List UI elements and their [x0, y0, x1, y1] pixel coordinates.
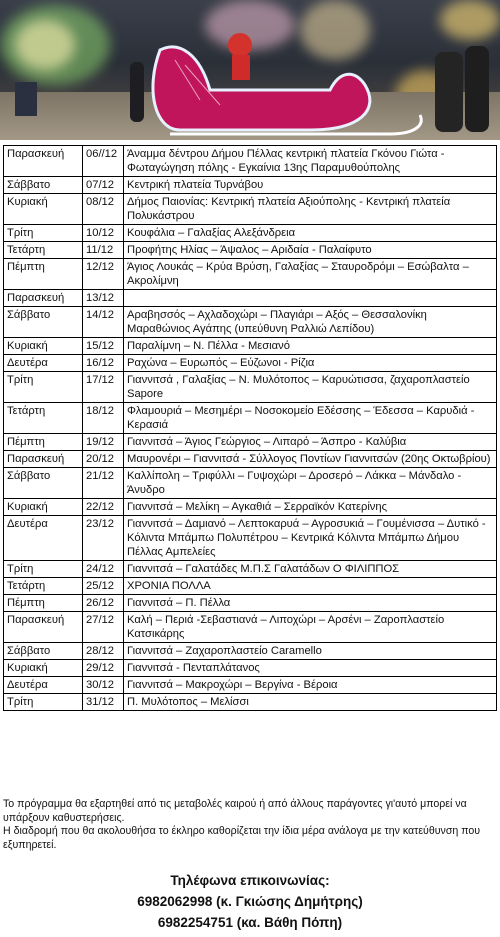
table-row [4, 225, 497, 242]
schedule-date: 31/12 [83, 694, 124, 711]
schedule-day: Δευτέρα [4, 677, 83, 694]
schedule-date: 27/12 [83, 612, 124, 643]
schedule-date: 18/12 [83, 403, 124, 434]
table-row [4, 372, 497, 403]
table-row [4, 612, 497, 643]
schedule-day: Παρασκευή [4, 290, 83, 307]
schedule-day: Τετάρτη [4, 403, 83, 434]
schedule-event: Ραχώνα – Ευρωπός – Εύζωνοι - Ρίζια [124, 355, 497, 372]
schedule-table-wrapper [3, 145, 497, 711]
schedule-day: Τρίτη [4, 561, 83, 578]
schedule-date: 16/12 [83, 355, 124, 372]
schedule-date: 28/12 [83, 643, 124, 660]
schedule-date: 11/12 [83, 242, 124, 259]
table-row [4, 468, 497, 499]
table-row [4, 194, 497, 225]
schedule-day: Παρασκευή [4, 612, 83, 643]
table-row [4, 338, 497, 355]
schedule-event: Αραβησσός – Αχλαδοχώρι – Πλαγιάρι – Αξός – Θεσσαλονίκη Μαραθώνιος Αγάπης (υπεύθυνη Ραλλιώ Λεπίδου) [124, 307, 497, 338]
schedule-day: Δευτέρα [4, 355, 83, 372]
schedule-date: 21/12 [83, 468, 124, 499]
schedule-event: Καλλίπολη – Τριφύλλι – Γυψοχώρι – Δροσερό – Λάκκα – Μάνδαλο - Άνυδρο [124, 468, 497, 499]
schedule-day: Κυριακή [4, 499, 83, 516]
schedule-day: Παρασκευή [4, 146, 83, 177]
schedule-day: Σάββατο [4, 177, 83, 194]
schedule-date: 13/12 [83, 290, 124, 307]
schedule-date: 22/12 [83, 499, 124, 516]
schedule-date: 15/12 [83, 338, 124, 355]
schedule-event: Γιαννιτσά – Μακροχώρι – Βεργίνα - Βέροια [124, 677, 497, 694]
schedule-date: 25/12 [83, 578, 124, 595]
schedule-event: Παραλίμνη – Ν. Πέλλα - Μεσιανό [124, 338, 497, 355]
schedule-date: 23/12 [83, 516, 124, 561]
table-row [4, 403, 497, 434]
contacts [0, 870, 500, 933]
table-row [4, 177, 497, 194]
schedule-event: Γιαννιτσά – Δαμιανό – Λεπτοκαρυά – Αγροσυκιά – Γουμένισσα – Δυτικό - Κόλιντα Μπάμπω Πολυπέτρου – Κεντρικά Κόλιντα Μπάμπω Δήμου Πέλλας Αμπελείες [124, 516, 497, 561]
schedule-event: Γιαννιτσά – Γαλατάδες Μ.Π.Σ Γαλατάδων Ο ΦΙΛΙΠΠΟΣ [124, 561, 497, 578]
table-row [4, 499, 497, 516]
schedule-event: Καλή – Περιά -Σεβαστιανά – Λιποχώρι – Αρσένι – Ζαροπλαστείο Κατσικάρης [124, 612, 497, 643]
table-row [4, 355, 497, 372]
schedule-event: Γιαννιτσά - Πενταπλάτανος [124, 660, 497, 677]
schedule-event: Γιαννιτσά – Π. Πέλλα [124, 595, 497, 612]
schedule-event: Κεντρική πλατεία Τυρνάβου [124, 177, 497, 194]
schedule-event: Προφήτης Ηλίας – Άψαλος – Αριδαία - Παλαίφυτο [124, 242, 497, 259]
schedule-event: Γιαννιτσά – Μελίκη – Αγκαθιά – Σερραϊκόν Κατερίνης [124, 499, 497, 516]
note-delay: Το πρόγραμμα θα εξαρτηθεί από τις μεταβολές καιρού ή από άλλους παράγοντες γι'αυτό μπορεί να υπάρξουν καθυστερήσεις. [3, 798, 467, 824]
sleigh-decoration [140, 30, 440, 140]
header-photo [0, 0, 500, 140]
table-row [4, 307, 497, 338]
schedule-date: 30/12 [83, 677, 124, 694]
schedule-day: Σάββατο [4, 307, 83, 338]
table-row [4, 643, 497, 660]
table-row [4, 516, 497, 561]
schedule-event: Άγιος Λουκάς – Κρύα Βρύση, Γαλαξίας – Σταυροδρόμι – Εσώβαλτα – Ακρολίμνη [124, 259, 497, 290]
schedule-table [3, 145, 497, 711]
table-row [4, 561, 497, 578]
schedule-event: Γιαννιτσά – Άγιος Γεώργιος – Λιπαρό – Άσπρο - Καλύβια [124, 434, 497, 451]
schedule-date: 07/12 [83, 177, 124, 194]
schedule-date: 14/12 [83, 307, 124, 338]
schedule-event [124, 290, 497, 307]
table-row [4, 259, 497, 290]
schedule-date: 20/12 [83, 451, 124, 468]
table-row [4, 451, 497, 468]
schedule-day: Κυριακή [4, 338, 83, 355]
schedule-date: 06//12 [83, 146, 124, 177]
schedule-event: Μαυρονέρι – Γιαννιτσά - Σύλλογος Ποντίων Γιαννιτσών (20ης Οκτωβρίου) [124, 451, 497, 468]
schedule-day: Τετάρτη [4, 242, 83, 259]
contact-phone-2: 6982254751 (κα. Βάθη Πόπη) [157, 915, 343, 930]
schedule-date: 26/12 [83, 595, 124, 612]
schedule-day: Τρίτη [4, 225, 83, 242]
schedule-day: Δευτέρα [4, 516, 83, 561]
schedule-event: Γιαννιτσά , Γαλαξίας – Ν. Μυλότοπος – Καρυώτισσα, ζαχαροπλαστείο Sapore [124, 372, 497, 403]
schedule-event: Γιαννιτσά – Ζαχαροπλαστείο Caramello [124, 643, 497, 660]
schedule-event: Άναμμα δέντρου Δήμου Πέλλας κεντρική πλατεία Γκόνου Γιώτα - Φωταγώγηση πόλης - Εγκαίνια 13ης Παραμυθούπολης [124, 146, 497, 177]
schedule-event: Π. Μυλότοπος – Μελίσσι [124, 694, 497, 711]
schedule-date: 12/12 [83, 259, 124, 290]
schedule-date: 10/12 [83, 225, 124, 242]
table-row [4, 660, 497, 677]
schedule-day: Τρίτη [4, 372, 83, 403]
schedule-day: Παρασκευή [4, 451, 83, 468]
note-route: Η διαδρομή που θα ακολουθήσα το έκληρο καθορίζεται την ίδια μέρα ανάλογα με την κατεύθυνση που εξυπηρετεί. [3, 825, 481, 851]
table-row [4, 290, 497, 307]
notes [3, 798, 497, 852]
schedule-date: 17/12 [83, 372, 124, 403]
schedule-date: 29/12 [83, 660, 124, 677]
schedule-day: Σάββατο [4, 643, 83, 660]
table-row [4, 242, 497, 259]
schedule-event: ΧΡΟΝΙΑ ΠΟΛΛΑ [124, 578, 497, 595]
table-row [4, 677, 497, 694]
schedule-day: Κυριακή [4, 194, 83, 225]
schedule-date: 19/12 [83, 434, 124, 451]
contacts-heading: Τηλέφωνα επικοινωνίας: [170, 873, 330, 888]
schedule-day: Πέμπτη [4, 434, 83, 451]
schedule-day: Σάββατο [4, 468, 83, 499]
schedule-day: Πέμπτη [4, 595, 83, 612]
contact-phone-1: 6982062998 (κ. Γκιώσης Δημήτρης) [137, 894, 363, 909]
schedule-date: 08/12 [83, 194, 124, 225]
schedule-day: Τρίτη [4, 694, 83, 711]
schedule-event: Κουφάλια – Γαλαξίας Αλεξάνδρεια [124, 225, 497, 242]
schedule-event: Φλαμουριά – Μεσημέρι – Νοσοκομείο Εδέσσης – Έδεσσα – Καρυδιά - Κερασιά [124, 403, 497, 434]
schedule-day: Πέμπτη [4, 259, 83, 290]
table-row [4, 434, 497, 451]
table-row [4, 694, 497, 711]
schedule-event: Δήμος Παιονίας: Κεντρική πλατεία Αξιούπολης - Κεντρική πλατεία Πολυκάστρου [124, 194, 497, 225]
schedule-day: Κυριακή [4, 660, 83, 677]
schedule-day: Τετάρτη [4, 578, 83, 595]
schedule-date: 24/12 [83, 561, 124, 578]
table-row [4, 595, 497, 612]
table-row [4, 578, 497, 595]
table-row [4, 146, 497, 177]
